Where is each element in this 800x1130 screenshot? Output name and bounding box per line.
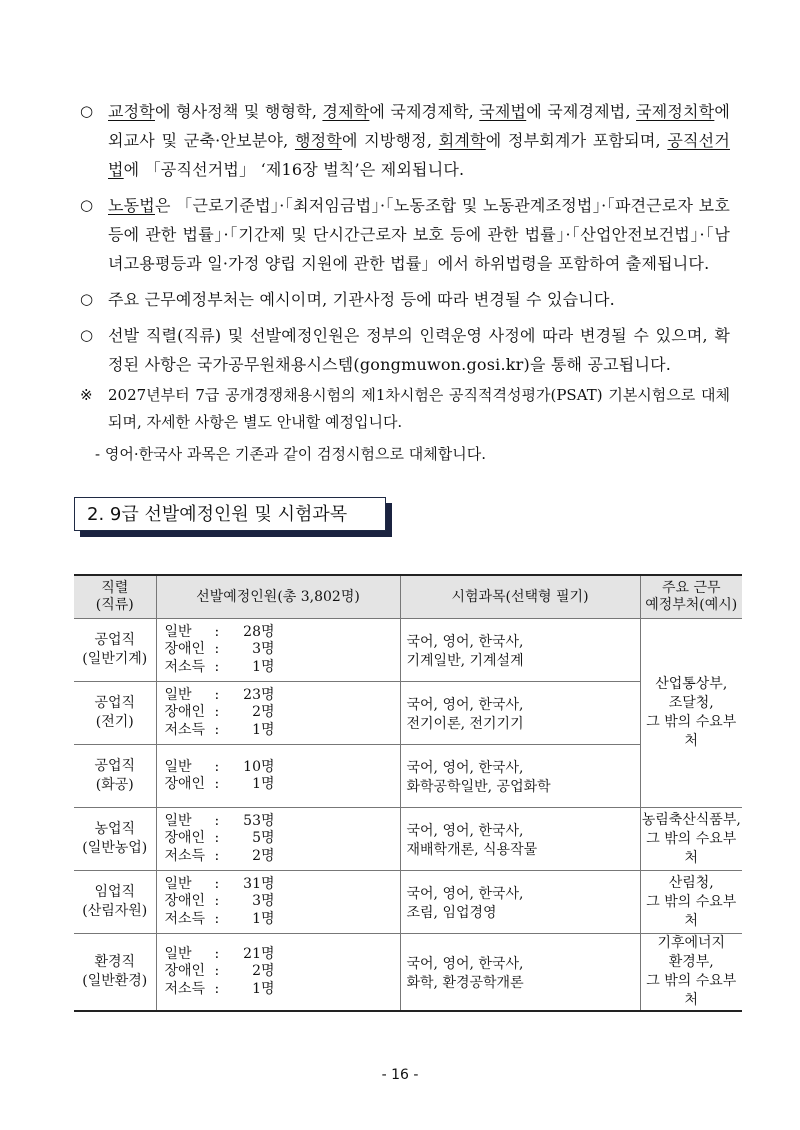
header-quota: 선발예정인원(총 3,802명)	[156, 575, 400, 619]
section-title: 2. 9급 선발예정인원 및 시험과목	[74, 497, 386, 531]
quota-cell: 일반 : 23명 장애인 : 2명 저소득 : 1명	[156, 682, 400, 745]
text-segment: 경제학	[322, 102, 370, 121]
subjects-cell: 국어, 영어, 한국사, 전기이론, 전기기기	[400, 682, 640, 745]
job-cell: 농업직 (일반농업)	[74, 808, 156, 871]
text-segment: 행정학	[294, 131, 342, 150]
note-subitem: - 영어·한국사 과목은 기존과 같이 검정시험으로 대체합니다.	[95, 445, 486, 463]
dept-cell-merged: 산업통상부, 조달청, 그 밖의 수요부처	[640, 619, 742, 808]
job-cell: 공업직 (전기)	[74, 682, 156, 745]
dept-cell: 농림축산식품부, 그 밖의 수요부처	[640, 808, 742, 871]
dept-cell: 산림청, 그 밖의 수요부처	[640, 871, 742, 934]
reference-mark-icon: ※	[80, 386, 93, 404]
quota-cell: 일반 : 53명 장애인 : 5명 저소득 : 2명	[156, 808, 400, 871]
quota-cell: 일반 : 10명 장애인 : 1명	[156, 745, 400, 808]
subjects-cell: 국어, 영어, 한국사, 기계일반, 기계설계	[400, 619, 640, 682]
bullet-text	[108, 97, 730, 184]
text-segment: 은 「근로기준법」·「최저임금법」·「노동조합 및 노동관계조정법」·「파견근로자 보호 등에 관한 법률」·「기간제 및 단시간근로자 보호 등에 관한 법률」·「산업안전보건법」·「남녀고용평등과 일·가정 양립 지원에 관한 법률」에서 하위법령을 포함하여 출제됩니다.	[108, 196, 730, 273]
header-subjects: 시험과목(선택형 필기)	[400, 575, 640, 619]
text-segment: 교정학	[108, 102, 155, 121]
reference-note	[80, 382, 730, 468]
bullet-item	[80, 191, 730, 278]
text-segment: 에 「공직선거법」 ‘제16장 벌칙’은 제외됩니다.	[123, 160, 465, 179]
job-cell: 공업직 (일반기계)	[74, 619, 156, 682]
text-segment: 에 지방행정,	[341, 131, 439, 150]
quota-cell: 일반 : 21명 장애인 : 2명 저소득 : 1명	[156, 934, 400, 1012]
text-segment: 에 국제경제법,	[526, 102, 637, 121]
text-segment: 국제법	[479, 102, 527, 121]
job-cell: 공업직 (화공)	[74, 745, 156, 808]
subjects-cell: 국어, 영어, 한국사, 화학공학일반, 공업화학	[400, 745, 640, 808]
page-number: - 16 -	[381, 1067, 419, 1083]
circle-bullet-icon: ○	[80, 196, 94, 214]
table-header-row	[74, 575, 742, 619]
text-segment: 노동법	[108, 196, 155, 215]
subjects-cell: 국어, 영어, 한국사, 화학, 환경공학개론	[400, 934, 640, 1012]
table-row	[74, 619, 742, 682]
text-segment: 회계학	[438, 131, 486, 150]
subjects-cell: 국어, 영어, 한국사, 조림, 임업경영	[400, 871, 640, 934]
header-dept: 주요 근무 예정부처(예시)	[640, 575, 742, 619]
job-cell: 환경직 (일반환경)	[74, 934, 156, 1012]
table-row	[74, 871, 742, 934]
quota-cell: 일반 : 31명 장애인 : 3명 저소득 : 1명	[156, 871, 400, 934]
dept-cell: 기후에너지 환경부, 그 밖의 수요부처	[640, 934, 742, 1012]
text-segment: 에 형사정책 및 행형학,	[154, 102, 323, 121]
table-row	[74, 808, 742, 871]
bullet-text: 주요 근무예정부처는 예시이며, 기관사정 등에 따라 변경될 수 있습니다.	[108, 290, 615, 309]
subjects-cell: 국어, 영어, 한국사, 재배학개론, 식용작물	[400, 808, 640, 871]
recruitment-table	[74, 574, 742, 1012]
table-row	[74, 934, 742, 1012]
bullet-text: 선발 직렬(직류) 및 선발예정인원은 정부의 인력운영 사정에 따라 변경될 수 있으며, 확정된 사항은 국가공무원채용시스템(gongmuwon.gosi.kr)을 통해 공고됩니다.	[108, 326, 730, 374]
bullet-item	[80, 285, 730, 314]
bullet-list	[80, 97, 730, 386]
bullet-item	[80, 321, 730, 379]
text-segment: 국제정치학	[636, 102, 715, 121]
note-text: 2027년부터 7급 공개경쟁채용시험의 제1차시험은 공직적격성평가(PSAT) 기본시험으로 대체되며, 자세한 사항은 별도 안내할 예정입니다.	[108, 386, 730, 431]
circle-bullet-icon: ○	[80, 102, 94, 120]
bullet-item	[80, 97, 730, 184]
circle-bullet-icon: ○	[80, 290, 94, 308]
quota-cell: 일반 : 28명 장애인 : 3명 저소득 : 1명	[156, 619, 400, 682]
job-cell: 임업직 (산림자원)	[74, 871, 156, 934]
text-segment: 에 외교사 및 군축·안보분야,	[108, 102, 731, 150]
text-segment: 에 정부회계가 포함되며,	[485, 131, 668, 150]
circle-bullet-icon: ○	[80, 326, 94, 344]
header-job: 직렬 (직류)	[74, 575, 156, 619]
text-segment: 공직선거법	[108, 131, 730, 179]
text-segment: 에 국제경제학,	[369, 102, 480, 121]
bullet-text	[108, 191, 730, 278]
